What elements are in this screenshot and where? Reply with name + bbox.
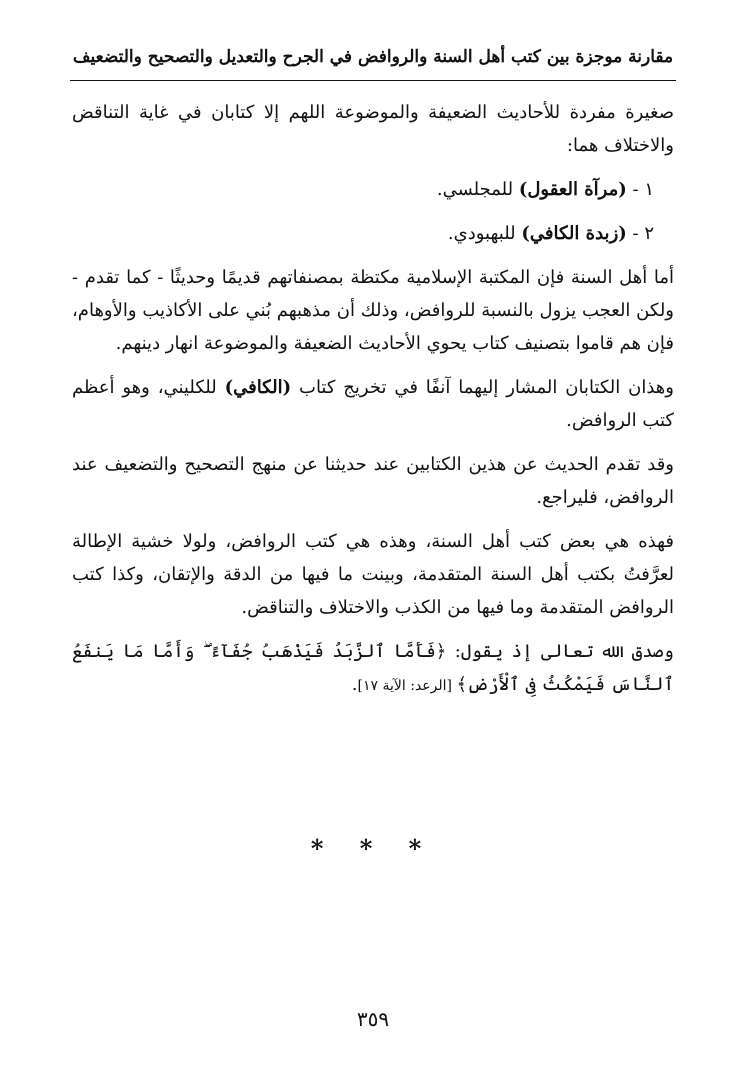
list-item-rest: للبهبودي.: [447, 223, 522, 244]
paragraph-comparison: فهذه هي بعض كتب أهل السنة، وهذه هي كتب الروافض، ولولا خشية الإطالة لعرَّفتُ بكتب أهل السنة المتقدمة، وبينت ما فيها من الدقة والإتقان، وكذا كتب الروافض المتقدمة وما فيها من الكذب والاختلاف والتناقض.: [72, 531, 674, 618]
list-item-title: (زبدة الكافي): [521, 223, 627, 244]
paragraph-text: وهذان الكتابان المشار إليهما آنفًا في تخريج كتاب: [291, 377, 674, 398]
paragraph-text: وصدق الله تعالى إذ يقول:: [446, 641, 674, 662]
paragraph-end: .: [351, 674, 358, 695]
header-rule: [70, 80, 676, 81]
intro-paragraph: صغيرة مفردة للأحاديث الضعيفة والموضوعة اللهم إلا كتابان في غاية التناقض والاختلاف هما:: [72, 102, 674, 156]
paragraph-text: للكليني، وهو أعظم كتب الروافض.: [72, 377, 674, 431]
body-text: [72, 96, 674, 714]
paragraph-sunnah-library: أما أهل السنة فإن المكتبة الإسلامية مكتظة بمصنفاتهم قديمًا وحديثًا - كما تقدم - ولكن العجب يزول بالنسبة للروافض، وذلك أن مذهبهم بُني على الأكاذيب والأوهام، فإن هم قاموا بتصنيف كتاب يحوي الأحاديث الضعيفة والموضوعة انهار دينهم.: [72, 267, 674, 354]
paragraph-quran-quote: [72, 635, 674, 703]
list-item-rest: للمجلسي.: [436, 179, 519, 200]
paragraph-two-books: [72, 371, 674, 437]
list-item-title: (مرآة العقول): [518, 179, 627, 200]
list-item-number: ٢ -: [632, 223, 654, 244]
list-item-number: ١ -: [632, 179, 654, 200]
running-header: مقارنة موجزة بين كتب أهل السنة والروافض في الجرح والتعديل والتصحيح والتضعيف: [72, 47, 674, 67]
list-item: [72, 173, 674, 206]
verse-reference: [الرعد: الآية ١٧]: [357, 678, 457, 694]
page-number: ٣٥٩: [356, 1007, 390, 1031]
list-item: [72, 217, 674, 250]
quran-verse: ﴿فَأَمَّا ٱلزَّبَدُ فَيَذْهَبُ جُفَآءً ۖ وَأَمَّا مَا يَنفَعُ ٱلنَّاسَ فَيَمْكُثُ فِى ٱلْأَرْضِ﴾: [72, 641, 674, 695]
section-ornament: * * *: [310, 834, 436, 863]
book-title-al-kafi: (الكافي): [224, 377, 292, 398]
paragraph-previous-discussion: وقد تقدم الحديث عن هذين الكتابين عند حديثنا عن منهج التصحيح والتضعيف عند الروافض، فليراجع.: [72, 454, 674, 508]
